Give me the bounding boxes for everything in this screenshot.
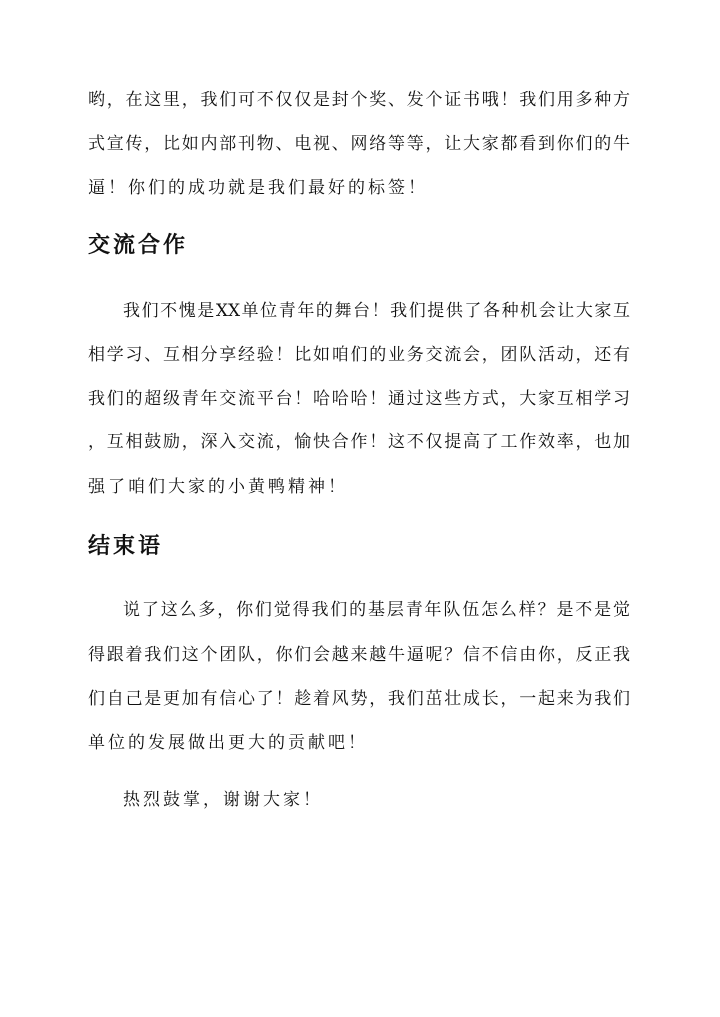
paragraph-line: 相学习、互相分享经验！比如咱们的业务交流会，团队活动，还有 <box>88 345 630 365</box>
section-heading-cooperation: 交流合作 <box>88 232 189 258</box>
paragraph-line: 们自己是更加有信心了！趁着风势，我们茁壮成长，一起来为我们 <box>88 689 630 709</box>
paragraph-line: 强了咱们大家的小黄鸭精神！ <box>88 477 348 497</box>
paragraph-line: 哟，在这里，我们可不仅仅是封个奖、发个证书哦！我们用多种方 <box>88 90 630 110</box>
paragraph-line: 我们不愧是XX单位青年的舞台！我们提供了各种机会让大家互 <box>123 301 630 321</box>
applause-line: 热烈鼓掌，谢谢大家！ <box>123 790 323 810</box>
paragraph-line: 逼！你们的成功就是我们最好的标签！ <box>88 178 428 198</box>
paragraph-line: 单位的发展做出更大的贡献吧！ <box>88 733 368 753</box>
section-heading-closing: 结束语 <box>88 533 164 559</box>
paragraph-line: 得跟着我们这个团队，你们会越来越牛逼呢？信不信由你，反正我 <box>88 645 630 665</box>
paragraph-line: 式宣传，比如内部刊物、电视、网络等等，让大家都看到你们的牛 <box>88 134 630 154</box>
paragraph-line: 说了这么多，你们觉得我们的基层青年队伍怎么样？是不是觉 <box>123 600 630 620</box>
paragraph-line: 我们的超级青年交流平台！哈哈哈！通过这些方式，大家互相学习 <box>88 389 630 409</box>
paragraph-line: ，互相鼓励，深入交流，愉快合作！这不仅提高了工作效率，也加 <box>88 432 630 452</box>
